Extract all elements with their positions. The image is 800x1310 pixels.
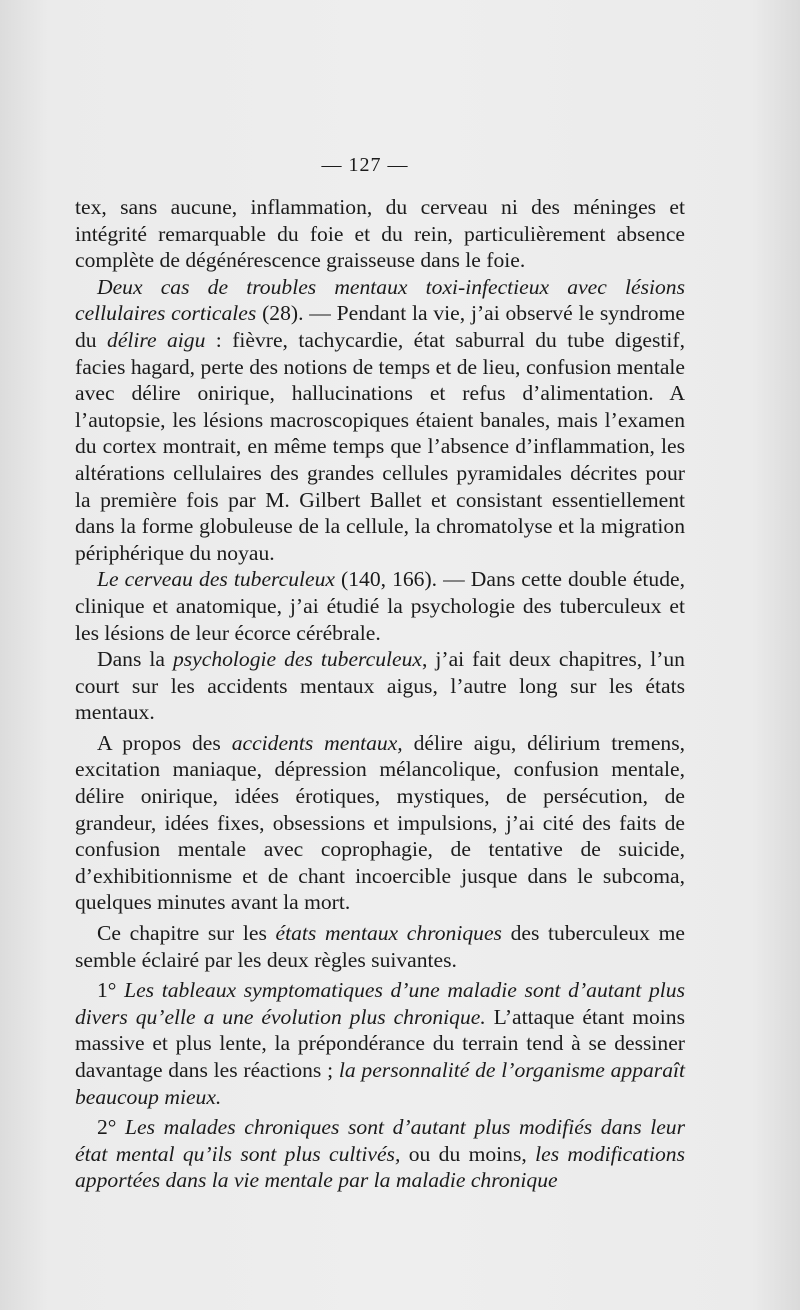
paragraph [75, 646, 685, 726]
italic-run: psychologie des tuberculeux [172, 647, 422, 672]
paragraph [75, 1114, 685, 1194]
italic-run: Deux cas de troubles mentaux toxi-infectieux avec lésions cellulaires corticales [75, 274, 685, 326]
italic-run: les modifications apportées dans la vie mentale par la maladie chronique [75, 1141, 685, 1193]
text-run: 1° [97, 978, 125, 1003]
text-run: A propos des [97, 730, 232, 755]
paragraph [75, 730, 685, 916]
page-number: — 127 — [321, 154, 409, 176]
text-run: Dans la [97, 647, 173, 672]
paragraph [75, 194, 685, 274]
text-run: (28). — Pendant la vie, j’ai observé le syndrome du [75, 301, 685, 352]
text-run: : fièvre, tachycardie, état saburral du tube digestif, facies hagard, perte des notions de temps et de lieu, confusion mentale avec délire onirique, hallucinations et refus d’alimentation. A l’autopsie, les lésions macroscopiques étaient banales, mais l’examen du cortex montrait, en même temps que l’absence d’inflammation, les altérations cellulaires des grandes cellules pyramidales décrites pour la première fois par M. Gilbert Ballet et consistant essentiellement dans la forme globuleuse de la cellule, la chromatolyse et la migration périphérique du noyau. [75, 327, 685, 565]
paragraph [75, 566, 685, 646]
text-run: tex, sans aucune, inflammation, du cerveau ni des méninges et intégrité remarquable du foie et du rein, particulièrement absence complète de dégénérescence graisseuse dans le foie. [75, 195, 685, 273]
text-run: délire aigu, délirium tremens, excitation maniaque, dépression mélancolique, confusion mentale, délire onirique, idées érotiques, mystiques, de persécution, de grandeur, idées fixes, obsessions et impulsions, j’ai cité des faits de confusion mentale avec coprophagie, de tentative de suicide, d’exhibitionnisme et de chant incoercible jusque dans le subcoma, quelques minutes avant la mort. [75, 730, 686, 915]
italic-run: Les tableaux symptomatiques d’une maladie sont d’autant plus divers qu’elle a une évolution plus chronique. [75, 978, 685, 1029]
text-run: (140, 166). — Dans cette double étude, clinique et anatomique, j’ai étudié la psychologie des tuberculeux et les lésions de leur écorce cérébrale. [75, 567, 685, 645]
text-run: 2° [97, 1115, 126, 1140]
italic-run: accidents mentaux, [231, 730, 403, 755]
text-run: L’attaque étant moins massive et plus lente, la prépondérance du terrain tend à se dessiner davantage dans les réactions ; [75, 1004, 685, 1082]
italic-run: états mentaux chroniques [275, 921, 502, 946]
text-run: Ce chapitre sur les [97, 921, 276, 946]
text-run: des tuberculeux me semble éclairé par les deux règles suivantes. [75, 921, 685, 972]
italic-run: délire aigu [107, 327, 206, 352]
text-run: ou du moins, [400, 1141, 536, 1166]
paragraph [75, 977, 685, 1110]
italic-run: Les malades chroniques sont d’autant plus modifiés dans leur état mental qu’ils sont plus cultivés, [75, 1115, 685, 1166]
paragraph [75, 274, 685, 567]
paragraph [75, 920, 685, 973]
body-text [75, 194, 685, 1194]
italic-run: la personnalité de l’organisme apparaît beaucoup mieux. [75, 1058, 685, 1109]
italic-run: Le cerveau des tuberculeux [97, 567, 335, 592]
text-run: , j’ai fait deux chapitres, l’un court sur les accidents mentaux aigus, l’autre long sur les états mentaux. [75, 647, 685, 725]
